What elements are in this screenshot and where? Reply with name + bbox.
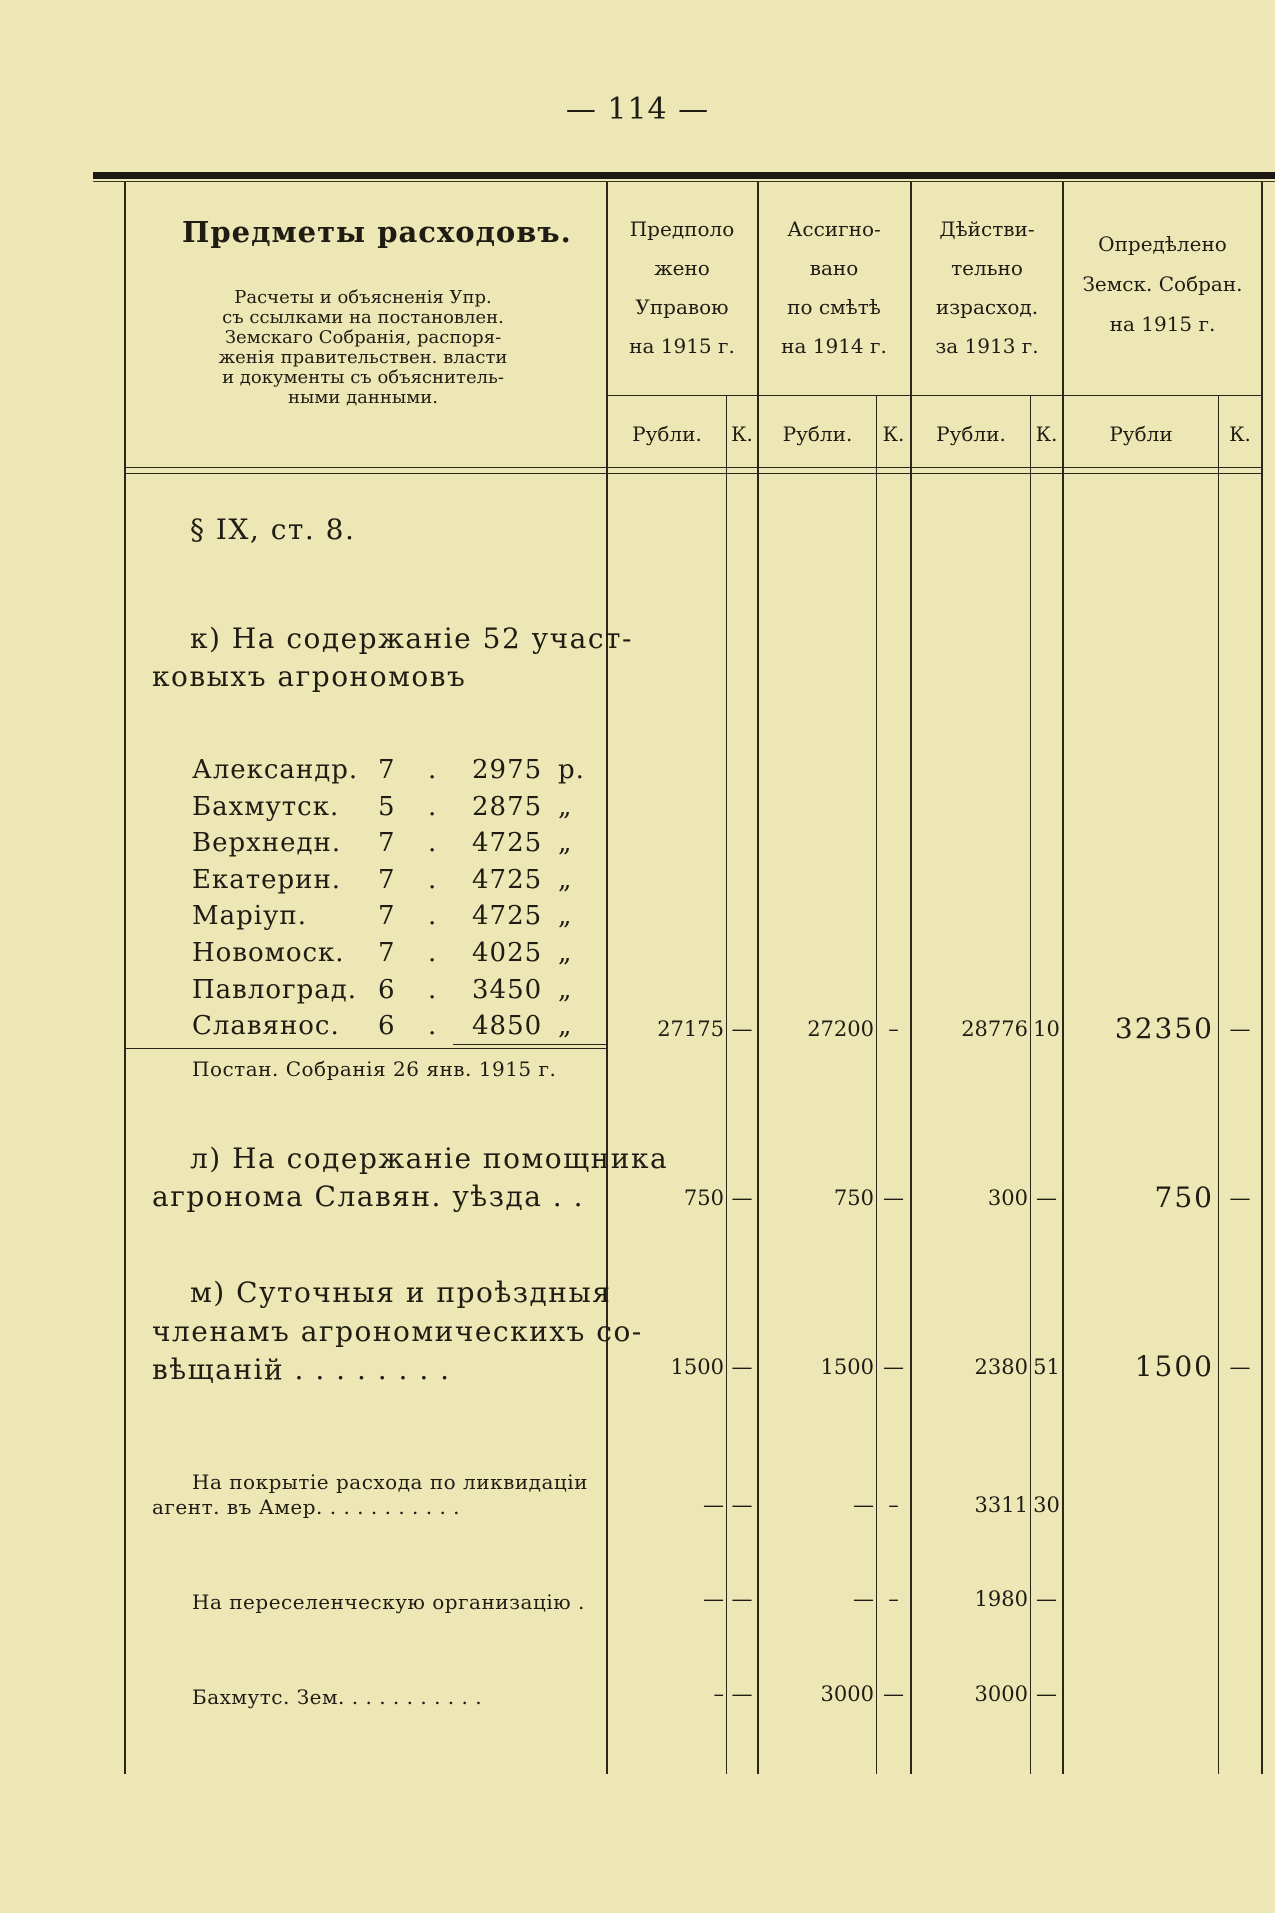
district-name: Бахмутск. bbox=[192, 792, 340, 822]
separator-dot: . bbox=[428, 938, 438, 968]
rubles-value: 750 bbox=[683, 1186, 724, 1210]
kopecks-value: – bbox=[888, 1017, 899, 1041]
currency-unit: „ bbox=[558, 901, 573, 931]
item-m-line: вѣщаній . . . . . . . . bbox=[152, 1353, 451, 1386]
kopecks-value: — bbox=[731, 1587, 753, 1611]
item-p1-line: агент. въ Амер. . . . . . . . . . . bbox=[152, 1495, 461, 1519]
kopecks-value: — bbox=[731, 1017, 753, 1041]
rubles-value: 750 bbox=[833, 1186, 874, 1210]
kopecks-value: — bbox=[1036, 1587, 1057, 1611]
kopecks-value: 10 bbox=[1033, 1017, 1060, 1041]
currency-unit: „ bbox=[558, 792, 573, 822]
agronomist-count: 7 bbox=[378, 901, 396, 931]
rubles-value: 1500 bbox=[820, 1355, 874, 1379]
kopecks-value: 51 bbox=[1033, 1355, 1060, 1379]
rubles-value: 3311 bbox=[974, 1493, 1028, 1517]
rubles-value: 1500 bbox=[1134, 1350, 1214, 1383]
kopecks-value: — bbox=[883, 1682, 904, 1706]
kopecks-value: — bbox=[1229, 1017, 1251, 1041]
rubles-value: — bbox=[703, 1493, 724, 1517]
district-name: Екатерин. bbox=[192, 865, 342, 895]
district-amount: 4725 bbox=[472, 828, 543, 858]
district-name: Маріуп. bbox=[192, 901, 307, 931]
currency-unit: „ bbox=[558, 975, 573, 1005]
agronomist-count: 7 bbox=[378, 828, 396, 858]
kopecks-value: — bbox=[731, 1493, 753, 1517]
agronomist-count: 5 bbox=[378, 792, 396, 822]
rubles-value: 2380 bbox=[974, 1355, 1028, 1379]
rubles-value: 300 bbox=[987, 1186, 1028, 1210]
rubles-value: 28776 bbox=[961, 1017, 1028, 1041]
col-header-line: Опредѣлено bbox=[1098, 232, 1227, 256]
item-p2-line: На переселенческую организацію . bbox=[192, 1590, 585, 1614]
description-line: съ ссылками на постановлен. bbox=[222, 307, 504, 328]
kopecks-value: 30 bbox=[1033, 1493, 1060, 1517]
expenses-title: Предметы расходовъ. bbox=[182, 215, 572, 249]
currency-unit: „ bbox=[558, 1011, 573, 1041]
kopecks-value: — bbox=[1229, 1355, 1251, 1379]
section-heading: § IX, ст. 8. bbox=[190, 513, 356, 546]
description-line: женія правительствен. власти bbox=[218, 347, 508, 368]
description-line: Расчеты и объясненія Упр. bbox=[234, 287, 492, 308]
rub-label: Рубли. bbox=[782, 422, 853, 446]
currency-unit: „ bbox=[558, 938, 573, 968]
col-header-line: на 1915 г. bbox=[1109, 312, 1216, 336]
col-header-proposed bbox=[608, 210, 756, 366]
district-amount: 2875 bbox=[472, 792, 543, 822]
separator-dot: . bbox=[428, 865, 438, 895]
district-name: Александр. bbox=[192, 755, 359, 785]
description-line: и документы съ объяснитель- bbox=[222, 367, 504, 388]
separator-dot: . bbox=[428, 901, 438, 931]
currency-unit: „ bbox=[558, 865, 573, 895]
kopecks-value: — bbox=[883, 1186, 904, 1210]
description-line: Земскаго Собранія, распоря- bbox=[224, 327, 502, 348]
col-header-actual bbox=[912, 210, 1062, 366]
rubles-value: 27200 bbox=[807, 1017, 874, 1041]
col-header-line: Ассигно- bbox=[787, 217, 881, 241]
kopecks-value: — bbox=[731, 1186, 753, 1210]
district-amount: 4850 bbox=[472, 1011, 543, 1041]
col-header-line: израсход. bbox=[935, 295, 1039, 319]
rubles-value: — bbox=[853, 1587, 874, 1611]
page-number: — 114 — bbox=[565, 92, 710, 127]
col-header-line: Предполо bbox=[629, 217, 735, 241]
rub-label: Рубли. bbox=[936, 422, 1006, 446]
district-name: Славянос. bbox=[192, 1011, 340, 1041]
kopecks-value: – bbox=[888, 1587, 899, 1611]
district-amount: 4725 bbox=[472, 901, 543, 931]
separator-dot: . bbox=[428, 792, 438, 822]
description-line: ными данными. bbox=[288, 387, 438, 408]
item-l-line: агронома Славян. уѣзда . . bbox=[152, 1180, 584, 1213]
expenses-description bbox=[193, 288, 533, 408]
kop-label: К. bbox=[1035, 422, 1058, 446]
separator-dot: . bbox=[428, 975, 438, 1005]
rubles-value: 32350 bbox=[1114, 1012, 1214, 1045]
currency-unit: „ bbox=[558, 828, 573, 858]
rubles-value: 27175 bbox=[657, 1017, 724, 1041]
item-p1-line: На покрытіе расхода по ликвидаціи bbox=[192, 1470, 588, 1494]
rubles-value: 3000 bbox=[820, 1682, 874, 1706]
agronomist-count: 7 bbox=[378, 755, 396, 785]
col-header-line: Дѣйстви- bbox=[939, 217, 1035, 241]
agronomist-count: 7 bbox=[378, 865, 396, 895]
item-m-line: членамъ агрономическихъ со- bbox=[152, 1315, 643, 1348]
rubles-value: – bbox=[713, 1682, 724, 1706]
top-rule-thin bbox=[93, 181, 1275, 182]
col-header-line: тельно bbox=[951, 256, 1023, 280]
district-amount: 4025 bbox=[472, 938, 543, 968]
item-l-line: л) На содержаніе помощника bbox=[190, 1142, 669, 1175]
rubles-value: 1980 bbox=[974, 1587, 1028, 1611]
kopecks-value: — bbox=[1036, 1186, 1057, 1210]
col-header-line: вано bbox=[809, 256, 859, 280]
agronomist-count: 7 bbox=[378, 938, 396, 968]
top-rule bbox=[93, 172, 1275, 179]
col-header-line: на 1914 г. bbox=[781, 334, 887, 358]
rubles-value: 750 bbox=[1154, 1181, 1214, 1214]
kop-label: К. bbox=[1229, 422, 1251, 446]
district-name: Верхнедн. bbox=[192, 828, 342, 858]
kopecks-value: – bbox=[888, 1493, 899, 1517]
col-header-line: на 1915 г. bbox=[629, 334, 735, 358]
item-m-line: м) Суточныя и проѣздныя bbox=[190, 1276, 612, 1309]
rub-label: Рубли bbox=[1109, 422, 1173, 446]
kopecks-value: — bbox=[731, 1682, 753, 1706]
district-amount: 4725 bbox=[472, 865, 543, 895]
district-amount: 2975 bbox=[472, 755, 543, 785]
rubles-value: 3000 bbox=[974, 1682, 1028, 1706]
rubles-value: — bbox=[703, 1587, 724, 1611]
rubles-value: 1500 bbox=[670, 1355, 724, 1379]
col-header-line: жено bbox=[654, 256, 710, 280]
col-header-line: за 1913 г. bbox=[935, 334, 1039, 358]
col-header-line: Управою bbox=[635, 295, 729, 319]
col-header-line: по смѣтѣ bbox=[787, 295, 881, 319]
resolution-note: Постан. Собранія 26 янв. 1915 г. bbox=[192, 1057, 557, 1081]
agronomist-count: 6 bbox=[378, 975, 396, 1005]
district-name: Павлоград. bbox=[192, 975, 358, 1005]
kopecks-value: — bbox=[731, 1355, 753, 1379]
kop-label: К. bbox=[882, 422, 905, 446]
item-p3-line: Бахмутс. Зем. . . . . . . . . . . bbox=[192, 1685, 483, 1709]
item-k-line: к) На содержаніе 52 участ- bbox=[190, 622, 633, 655]
kopecks-value: — bbox=[883, 1355, 904, 1379]
item-k-line: ковыхъ агрономовъ bbox=[152, 660, 467, 693]
separator-dot: . bbox=[428, 755, 438, 785]
rubles-value: — bbox=[853, 1493, 874, 1517]
kop-label: К. bbox=[731, 422, 753, 446]
kopecks-value: — bbox=[1229, 1186, 1251, 1210]
district-amount: 3450 bbox=[472, 975, 543, 1005]
col-header-assigned bbox=[759, 210, 909, 366]
agronomist-count: 6 bbox=[378, 1011, 396, 1041]
col-header-line: Земск. Собран. bbox=[1082, 272, 1243, 296]
currency-unit: р. bbox=[558, 755, 585, 785]
col-header-determined bbox=[1064, 224, 1261, 344]
separator-dot: . bbox=[428, 1011, 438, 1041]
separator-dot: . bbox=[428, 828, 438, 858]
kopecks-value: — bbox=[1036, 1682, 1057, 1706]
district-name: Новомоск. bbox=[192, 938, 345, 968]
rub-label: Рубли. bbox=[632, 422, 702, 446]
